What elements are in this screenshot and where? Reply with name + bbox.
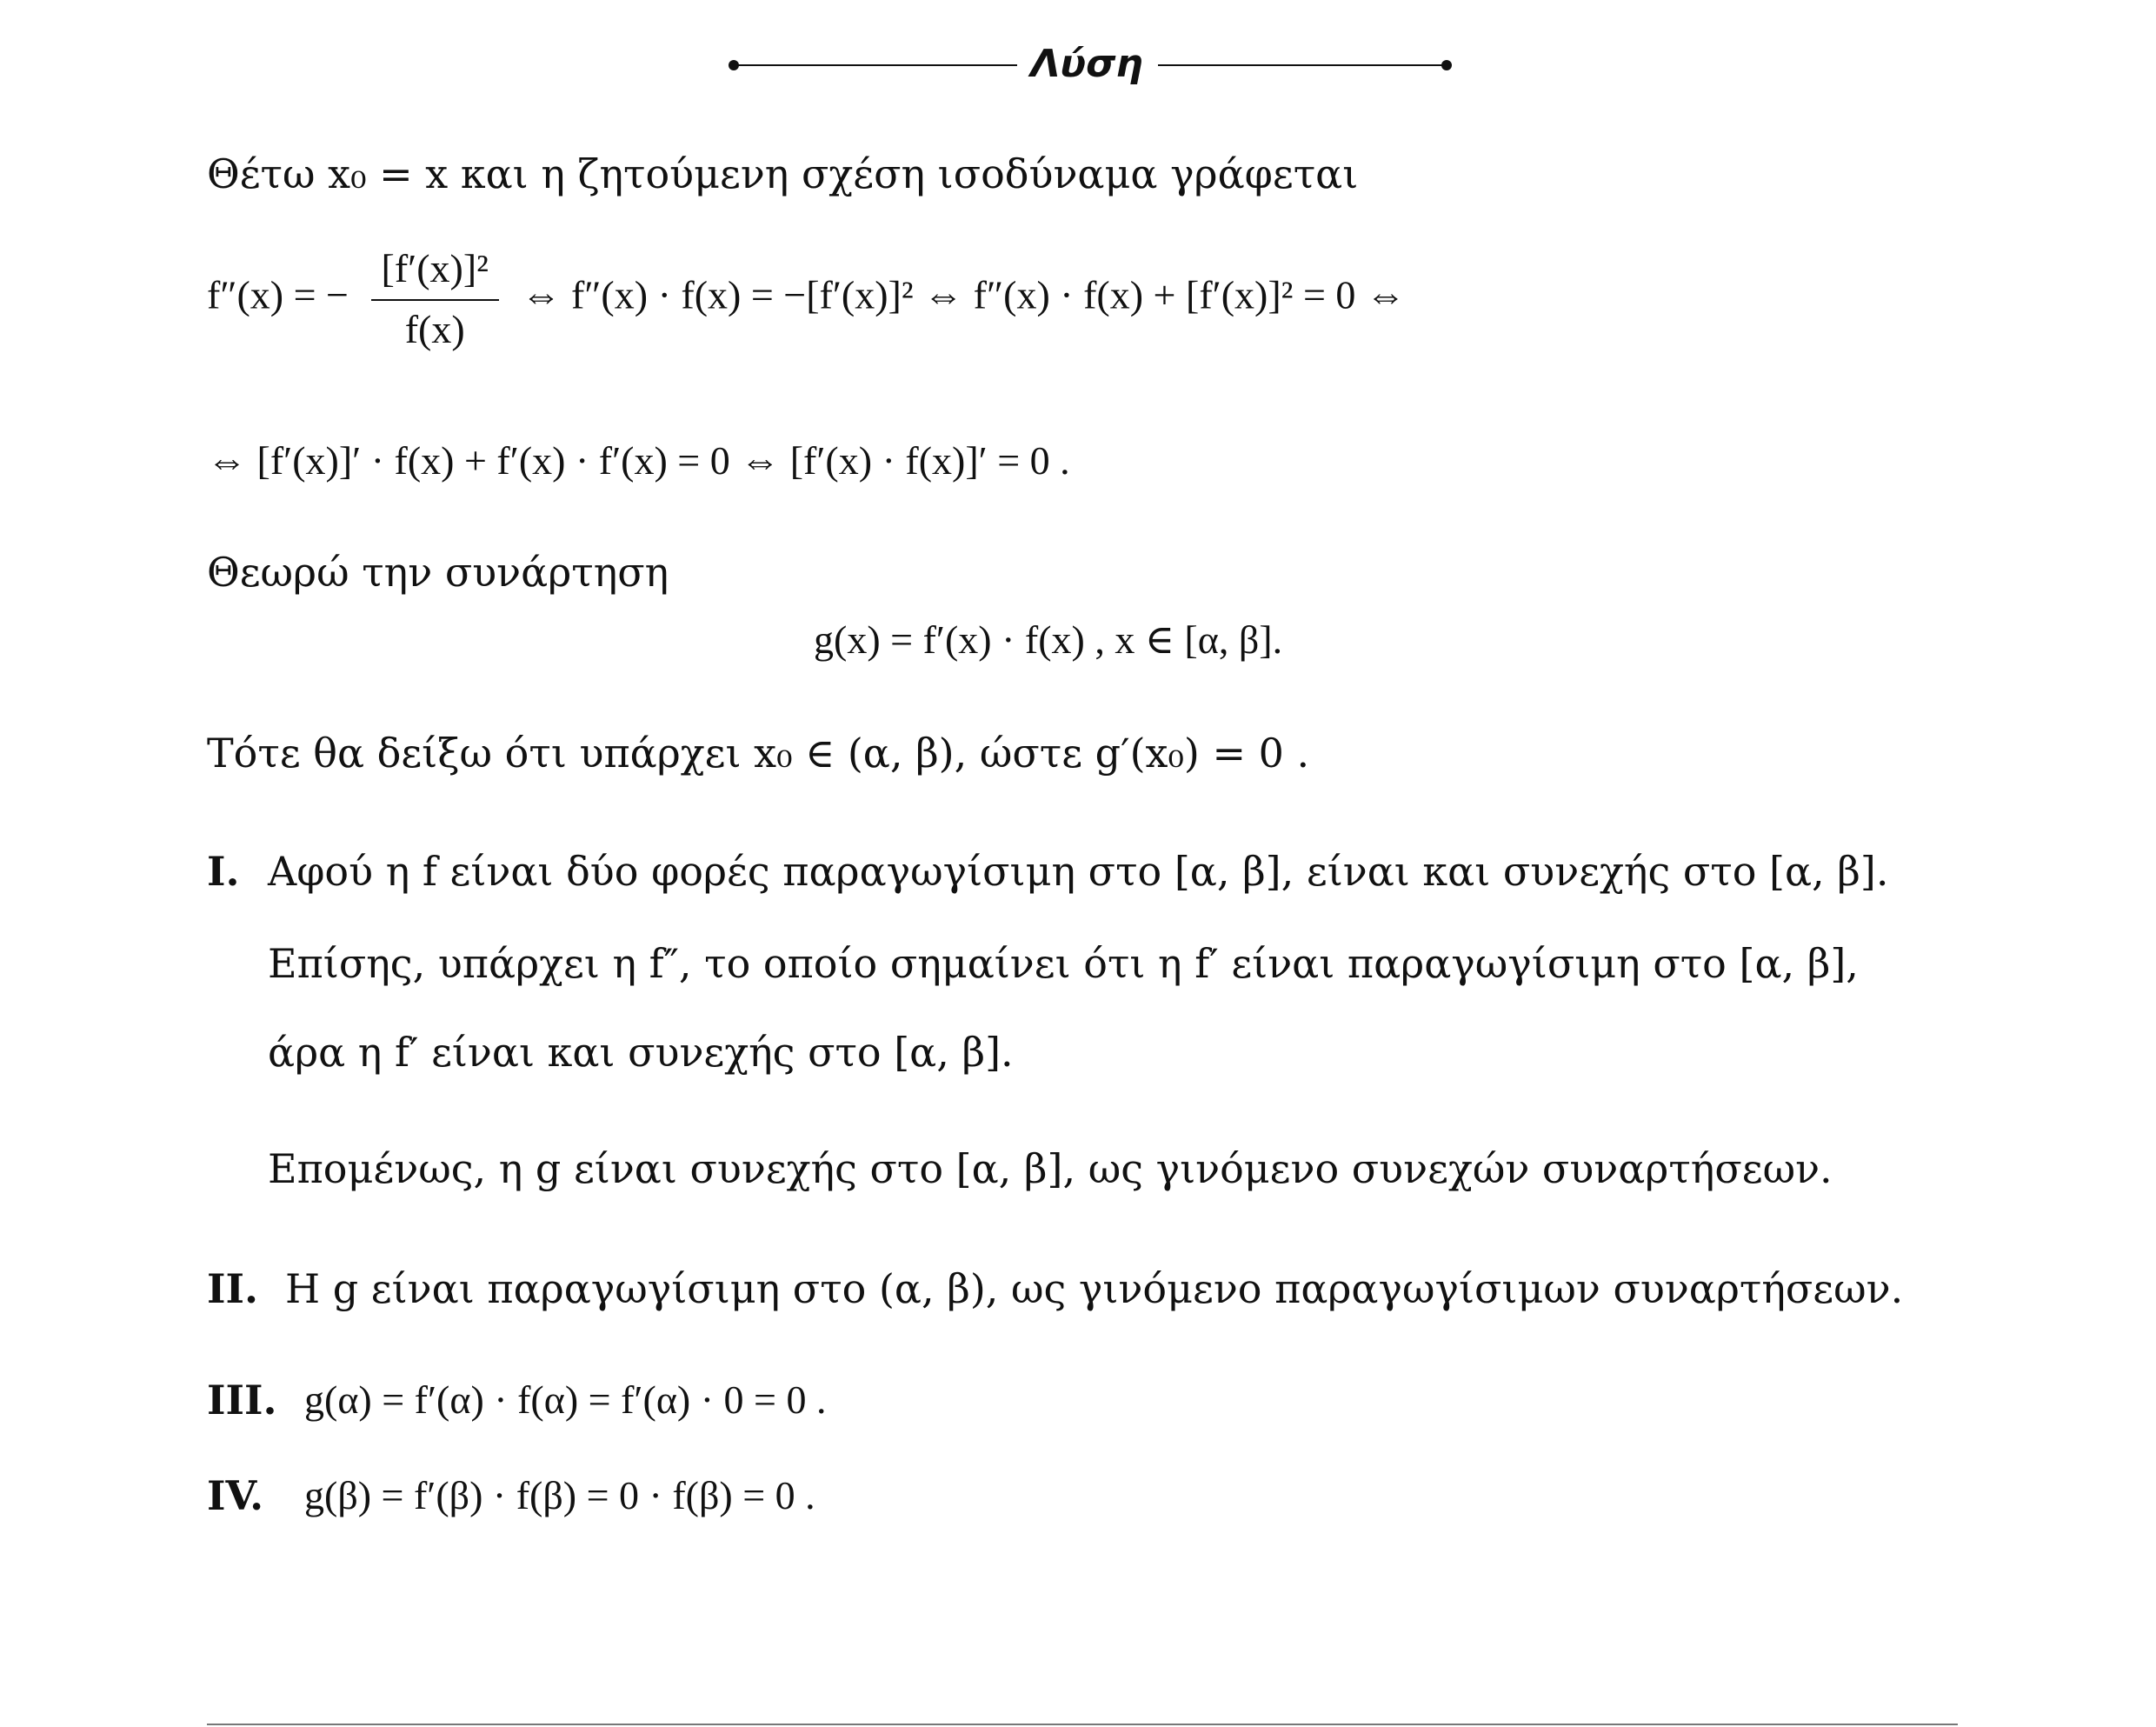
eq1-denominator: f(x) [404, 307, 465, 351]
consider-line: Θεωρώ την συνάρτηση [207, 549, 669, 596]
item-iv-label: IV. [207, 1472, 264, 1519]
item-i-line-4: Επομένως, η g είναι συνεχής στο [α, β], ως γινόμενο συνεχών συναρτήσεων. [268, 1145, 1833, 1192]
page-bottom-rule [207, 1724, 1958, 1725]
item-i-label: I. [207, 848, 240, 895]
item-i-line-1: Αφού η f είναι δύο φορές παραγωγίσιμη στο [α, β], είναι και συνεχής στο [α, β]. [268, 848, 1889, 895]
eq1-fraction [371, 243, 499, 355]
section-title: Λύση [1030, 42, 1143, 86]
section-header [0, 38, 2156, 90]
item-iii-label: III. [207, 1377, 277, 1424]
header-rule-right [1158, 64, 1447, 66]
eq1-rhs: ⇔ f″(x) · f(x) = −[f′(x)]² ⇔ f″(x) · f(x) + [f′(x)]² = 0 ⇔ [521, 272, 1406, 317]
function-definition: g(x) = f′(x) · f(x) , x ∈ [α, β]. [814, 617, 1283, 662]
goal-line: Τότε θα δείξω ότι υπάρχει x₀ ∈ (α, β), ώστε g′(x₀) = 0 . [207, 730, 1310, 777]
item-ii-text: Η g είναι παραγωγίσιμη στο (α, β), ως γινόμενο παραγωγίσιμων συναρτήσεων. [285, 1265, 1904, 1312]
eq1-lhs: f″(x) = − [207, 272, 349, 317]
item-i-line-2: Επίσης, υπάρχει η f″, το οποίο σημαίνει ότι η f′ είναι παραγωγίσιμη στο [α, β], [268, 940, 1859, 987]
equation-1 [207, 243, 1406, 355]
item-iv-text: g(β) = f′(β) · f(β) = 0 · f(β) = 0 . [304, 1473, 815, 1517]
intro-line: Θέτω x₀ = x και η ζητούμενη σχέση ισοδύναμα γράφεται [207, 150, 1359, 197]
item-i-line-3: άρα η f′ είναι και συνεχής στο [α, β]. [268, 1029, 1014, 1076]
header-dot-right [1441, 60, 1452, 70]
equation-2: ⇔ [f′(x)]′ · f(x) + f′(x) · f′(x) = 0 ⇔ [f′(x) · f(x)]′ = 0 . [207, 438, 1070, 483]
eq1-numerator: [f′(x)]² [371, 243, 499, 301]
header-rule-left [734, 64, 1017, 66]
item-iii-text: g(α) = f′(α) · f(α) = f′(α) · 0 = 0 . [304, 1377, 827, 1422]
item-ii-label: II. [207, 1265, 259, 1312]
